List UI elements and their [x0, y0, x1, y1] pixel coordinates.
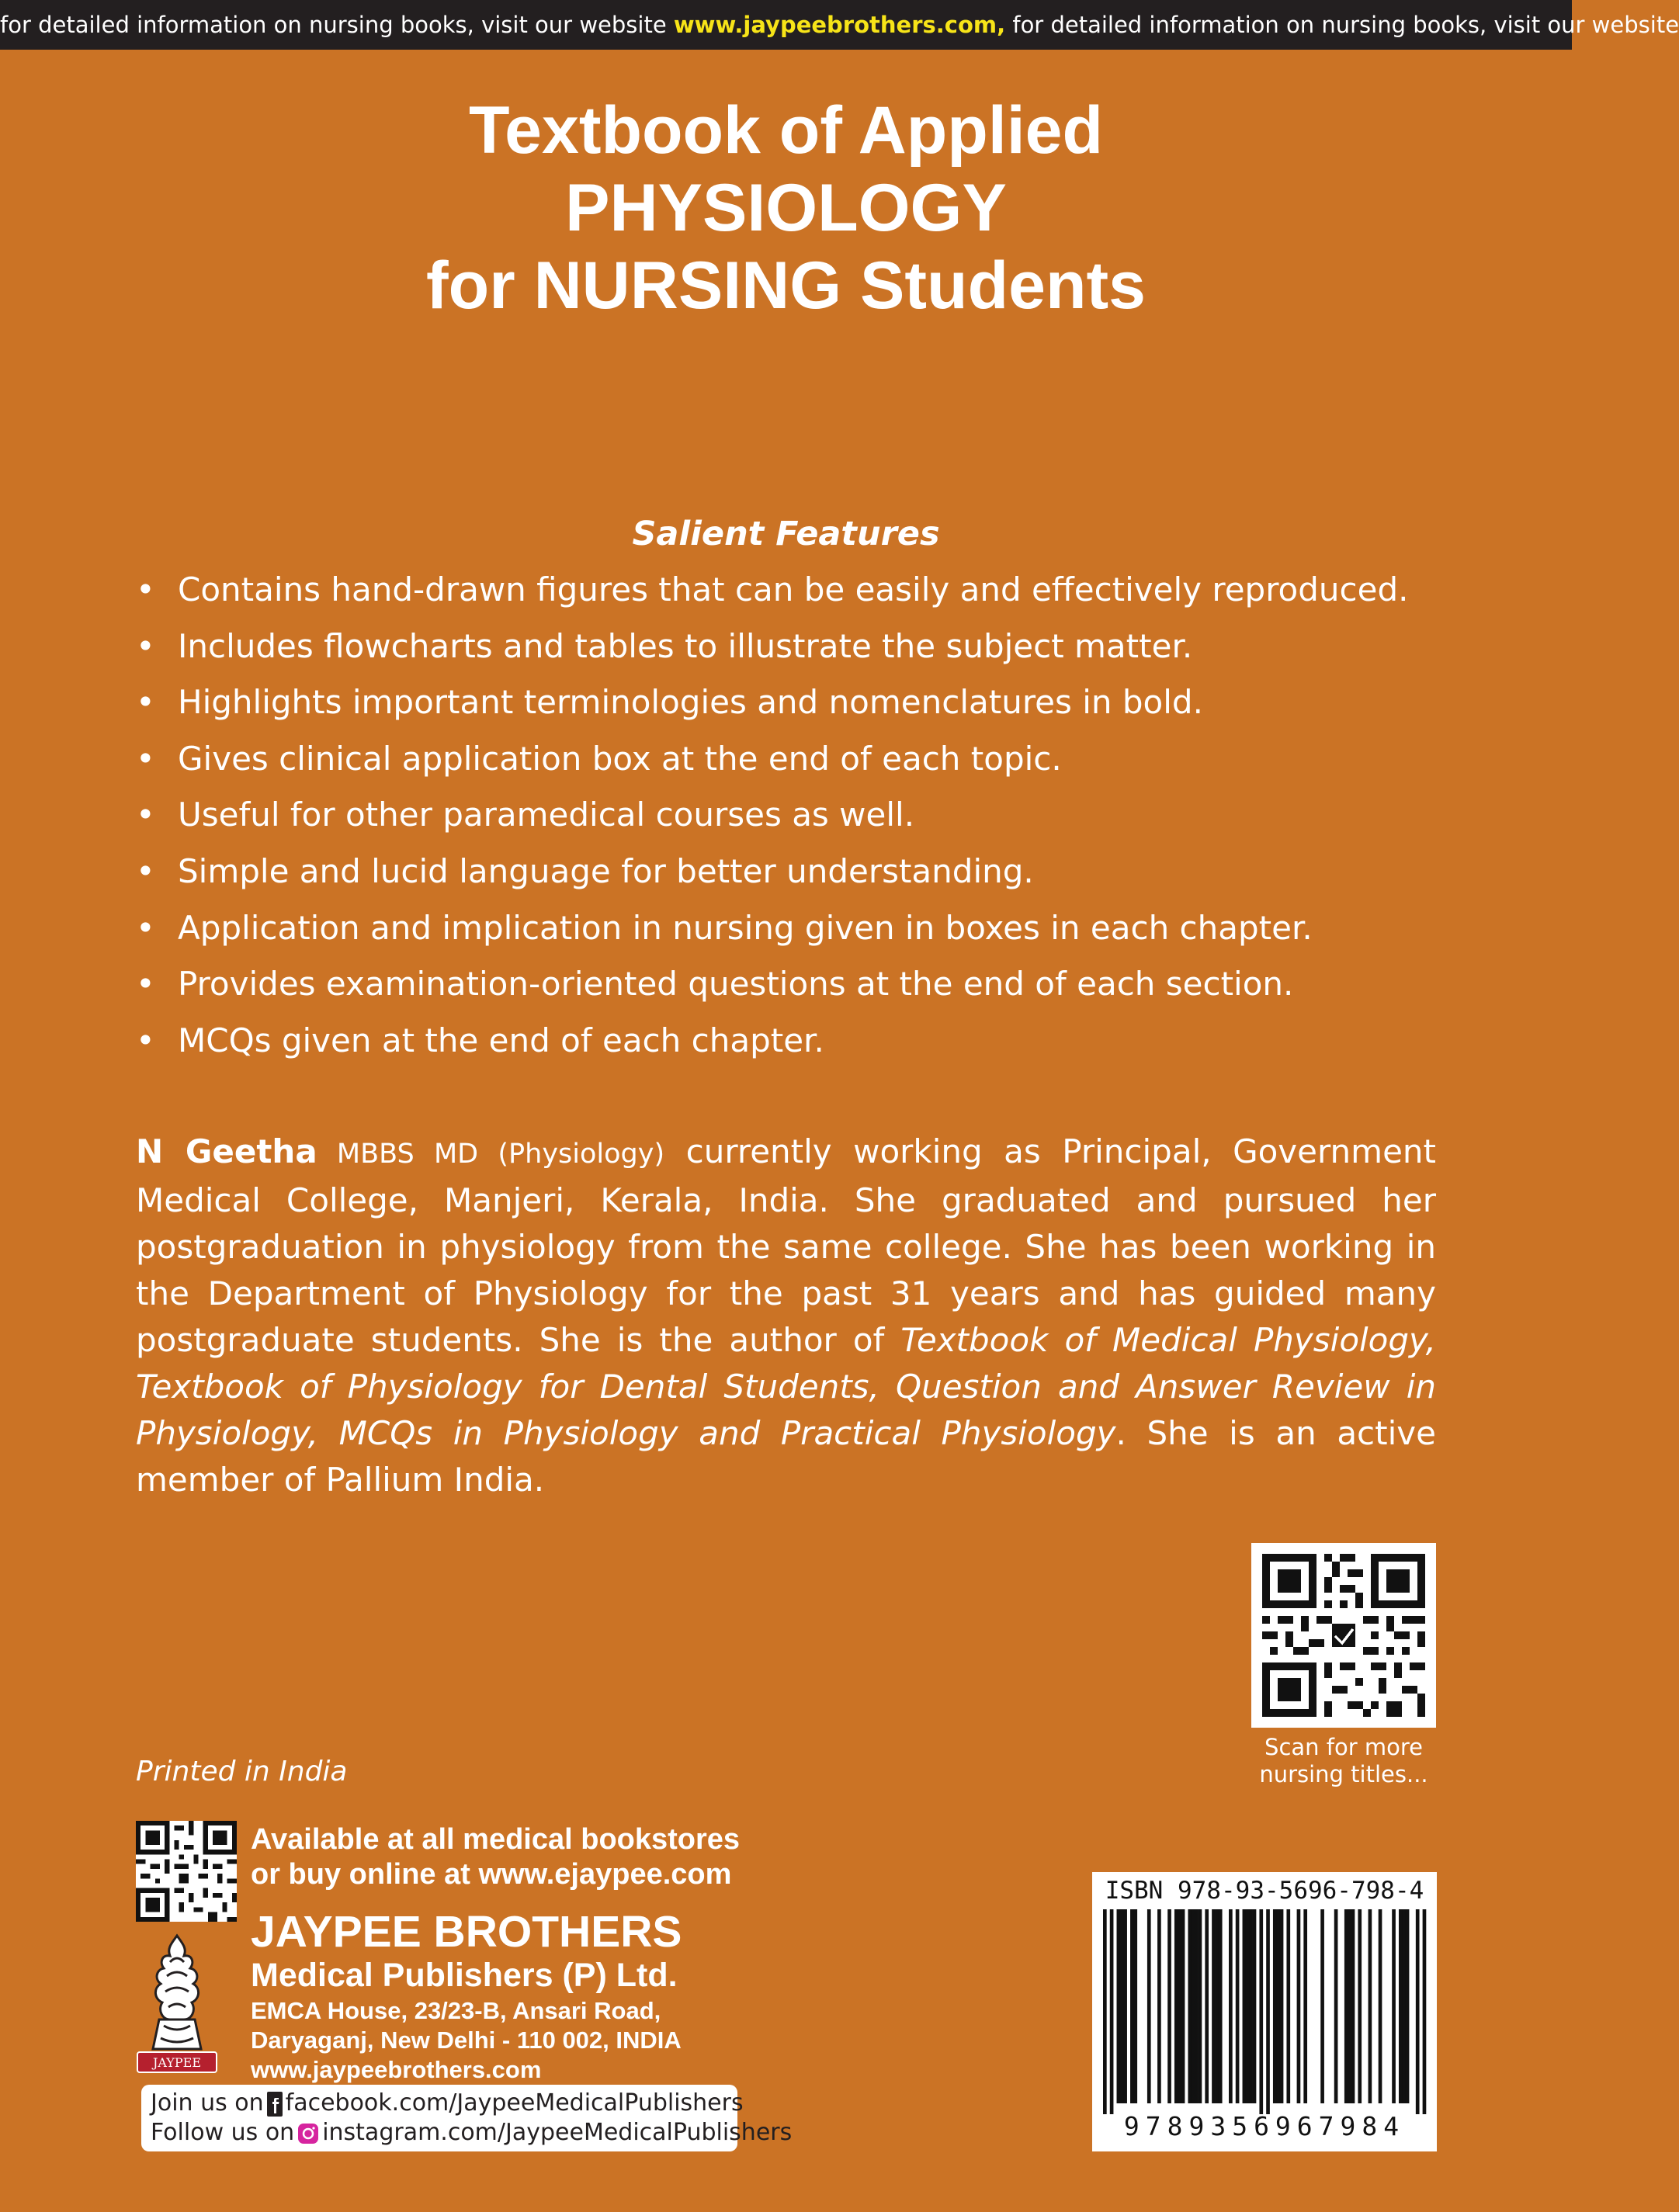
barcode-bar — [1406, 1909, 1410, 2103]
address-line-1: EMCA House, 23/23-B, Ansari Road, — [251, 1997, 661, 2024]
barcode-bar — [1297, 1909, 1301, 2103]
publisher-block — [251, 1908, 682, 2085]
facebook-url: facebook.com/JaypeeMedicalPublishers — [285, 2089, 744, 2117]
barcode-bar — [1123, 1909, 1127, 2103]
bio-text-1: currently working as Principal, Government Medical College, Manjeri, Kerala, India. She graduated and pursued her postgraduation in physiology from the same college. She has been working in the Department of Physiology for the past 31 years and has guided many postgraduate students. She is the author of — [136, 1132, 1436, 1359]
nursing-titles-qr-code[interactable] — [1251, 1543, 1436, 1728]
feature-item — [136, 674, 1455, 731]
feature-text: Application and implication in nursing given in boxes in each chapter. — [178, 908, 1313, 947]
features-list — [136, 562, 1455, 1069]
barcode-bar — [1246, 1909, 1250, 2103]
social-links-box — [141, 2085, 793, 2151]
barcode-bar — [1216, 1909, 1219, 2103]
instagram-row[interactable] — [151, 2117, 792, 2148]
barcode-bar — [1110, 1909, 1114, 2114]
barcode-bar — [1195, 1909, 1199, 2103]
isbn-label: ISBN 978-93-5696-798-4 — [1105, 1877, 1424, 1905]
feature-item — [136, 731, 1455, 788]
jaypee-logo — [136, 1931, 218, 2074]
barcode-bar — [1120, 1909, 1124, 2103]
salient-features-heading: Salient Features — [632, 515, 940, 553]
qr-code-icon — [1262, 1554, 1425, 1717]
feature-text: Highlights important terminologies and nomenclatures in bold. — [178, 683, 1203, 722]
book-title — [0, 92, 1572, 324]
barcode-bar — [1423, 1909, 1427, 2114]
bullet-9: • — [136, 1021, 155, 1059]
barcode-bars — [1103, 1909, 1426, 2114]
availability-text — [251, 1822, 740, 1892]
instagram-url: instagram.com/JaypeeMedicalPublishers — [322, 2119, 793, 2146]
barcode-bar — [1399, 1909, 1403, 2103]
bio-text-2: . She is an active member of Pallium India. — [136, 1414, 1436, 1499]
barcode-bar — [1392, 1909, 1396, 2103]
barcode-bar — [1192, 1909, 1195, 2103]
barcode-bar — [1273, 1909, 1277, 2103]
qr-caption — [1234, 1734, 1453, 1788]
feature-item — [136, 619, 1455, 675]
barcode-bar — [1178, 1909, 1181, 2103]
barcode-bar — [1334, 1909, 1338, 2103]
author-name: N Geetha — [136, 1132, 317, 1170]
barcode-bar — [1133, 1909, 1137, 2103]
bullet-2: • — [136, 626, 155, 665]
feature-item — [136, 562, 1455, 619]
barcode-bar — [1157, 1909, 1161, 2103]
bullet-4: • — [136, 739, 155, 778]
feature-item — [136, 844, 1455, 900]
barcode-bar — [1344, 1909, 1348, 2103]
barcode-bar — [1199, 1909, 1202, 2103]
bullet-6: • — [136, 851, 155, 890]
qr-caption-line-2: nursing titles... — [1259, 1761, 1428, 1787]
bullet-7: • — [136, 908, 155, 947]
isbn-barcode — [1092, 1872, 1437, 2151]
facebook-prefix: Join us on — [151, 2089, 264, 2117]
top-banner — [0, 0, 1679, 50]
barcode-bar — [1266, 1909, 1270, 2114]
feature-item — [136, 787, 1455, 844]
feature-item — [136, 956, 1455, 1013]
bullet-1: • — [136, 570, 155, 608]
barcode-bar — [1276, 1909, 1280, 2103]
barcode-bar — [1103, 1909, 1107, 2114]
barcode-bar — [1147, 1909, 1151, 2103]
banner-text-1: for detailed information on nursing books, visit our website — [0, 12, 674, 38]
title-line-2: PHYSIOLOGY — [565, 171, 1007, 245]
barcode-bar — [1249, 1909, 1253, 2103]
publisher-website[interactable]: www.jaypeebrothers.com — [251, 2056, 542, 2083]
publisher-subtitle: Medical Publishers (P) Ltd. — [251, 1957, 678, 1994]
barcode-bar — [1303, 1909, 1307, 2103]
bullet-5: • — [136, 796, 155, 834]
barcode-bar — [1351, 1909, 1355, 2103]
instagram-icon — [297, 2123, 319, 2144]
bullet-3: • — [136, 683, 155, 722]
instagram-prefix: Follow us on — [151, 2119, 295, 2146]
bullet-8: • — [136, 965, 155, 1004]
feature-text: Useful for other paramedical courses as well. — [178, 796, 915, 834]
feature-text: Includes flowcharts and tables to illustrate the subject matter. — [178, 626, 1193, 665]
address-line-2: Daryaganj, New Delhi - 110 002, INDIA — [251, 2027, 682, 2054]
feature-item — [136, 1013, 1455, 1070]
barcode-bar — [1212, 1909, 1216, 2103]
banner-text-2: for detailed information on nursing books, visit our website — [1005, 12, 1679, 38]
feature-text: Simple and lucid language for better understanding. — [178, 851, 1034, 890]
barcode-bar — [1236, 1909, 1240, 2103]
barcode-bar — [1358, 1909, 1362, 2103]
ejaypee-qr-code[interactable] — [136, 1821, 237, 1922]
barcode-bar — [1402, 1909, 1406, 2103]
barcode-bar — [1253, 1909, 1257, 2103]
barcode-bar — [1219, 1909, 1223, 2103]
feature-text: Contains hand-drawn figures that can be easily and effectively reproduced. — [178, 570, 1409, 608]
barcode-bar — [1188, 1909, 1192, 2103]
barcode-bar — [1130, 1909, 1134, 2103]
feature-text: Provides examination-oriented questions at the end of each section. — [178, 965, 1294, 1004]
barcode-bar — [1205, 1909, 1209, 2103]
barcode-bar — [1286, 1909, 1290, 2103]
author-works: Textbook of Medical Physiology, Textbook of Physiology for Dental Students, Question and Answer Review in Physiology, MCQs in Physiology and Practical Physiology — [136, 1321, 1436, 1452]
barcode-bar — [1174, 1909, 1178, 2103]
feature-text: MCQs given at the end of each chapter. — [178, 1021, 824, 1059]
barcode-bar — [1181, 1909, 1185, 2103]
barcode-bar — [1379, 1909, 1382, 2103]
printed-in: Printed in India — [136, 1756, 348, 1787]
author-bio — [136, 1129, 1436, 1503]
barcode-bar — [1243, 1909, 1247, 2103]
qr-caption-line-1: Scan for more — [1264, 1734, 1423, 1760]
barcode-bar — [1348, 1909, 1351, 2103]
feature-item — [136, 900, 1455, 957]
barcode-bar — [1117, 1909, 1121, 2103]
barcode-digits: 9789356967984 — [1123, 2111, 1406, 2141]
publisher-address — [251, 1996, 682, 2085]
title-line-3: for NURSING Students — [426, 248, 1146, 323]
title-line-1: Textbook of Applied — [469, 93, 1103, 168]
barcode-bar — [1259, 1909, 1263, 2114]
publisher-name: JAYPEE BROTHERS — [251, 1907, 682, 1957]
barcode-bar — [1229, 1909, 1233, 2103]
availability-line-1: Available at all medical bookstores — [251, 1823, 741, 1856]
barcode-bar — [1280, 1909, 1284, 2103]
banner-website-link[interactable]: www.jaypeebrothers.com, — [673, 12, 1006, 38]
availability-line-2[interactable]: or buy online at www.ejaypee.com — [251, 1858, 732, 1891]
author-qualifications: MBBS MD (Physiology) — [317, 1139, 665, 1170]
feature-text: Gives clinical application box at the end of each topic. — [178, 739, 1062, 778]
barcode-bar — [1167, 1909, 1171, 2103]
facebook-icon — [267, 2092, 283, 2117]
logo-label: JAYPEE — [152, 2055, 202, 2070]
barcode-bar — [1320, 1909, 1324, 2103]
barcode-bar — [1416, 1909, 1420, 2114]
facebook-row[interactable] — [151, 2088, 744, 2119]
barcode-bar — [1369, 1909, 1372, 2103]
